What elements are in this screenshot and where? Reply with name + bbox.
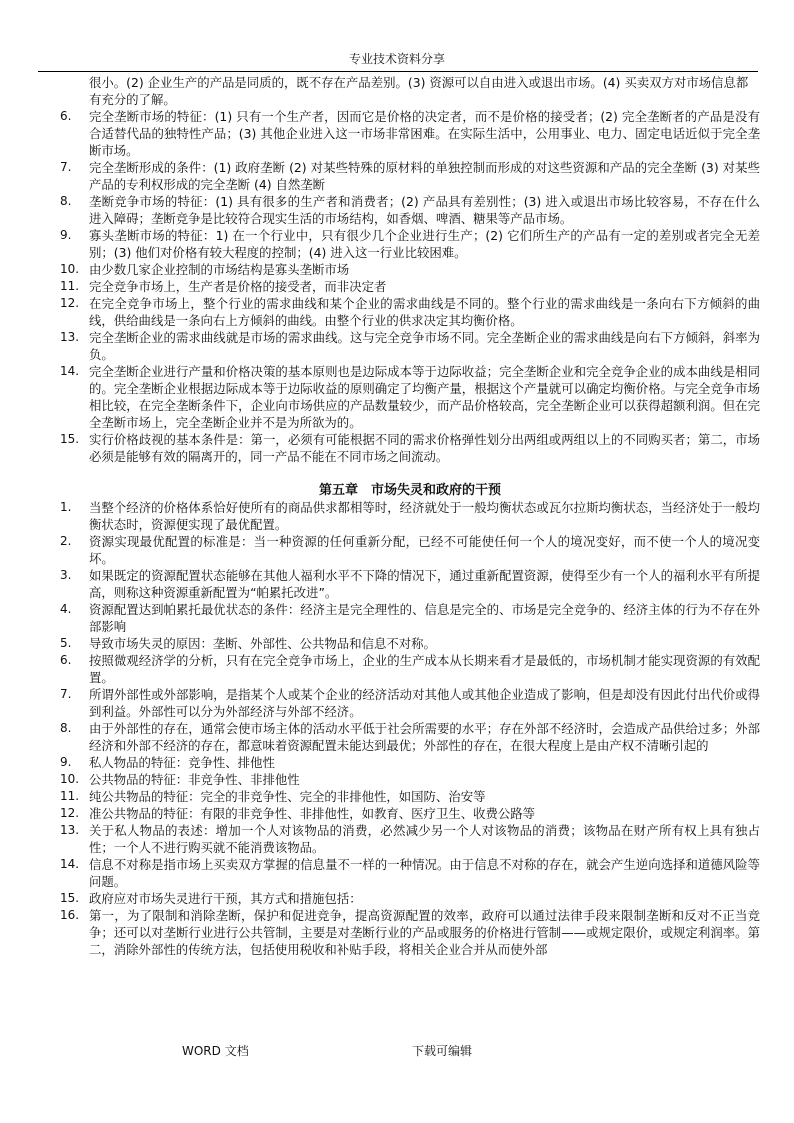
list-item xyxy=(60,754,760,771)
list-item-text: 私人物品的特征：竞争性、排他性 xyxy=(89,755,275,770)
footer-right: 下载可编辑 xyxy=(412,1044,473,1058)
list-item xyxy=(60,533,760,567)
list-item-text: 完全竞争市场上，生产者是价格的接受者，而非决定者 xyxy=(89,279,387,294)
continuation-paragraph: 很小。(2) 企业生产的产品是同质的，既不存在产品差别。(3) 资源可以自由进入或退出市场。(4) 买卖双方对市场信息都有充分的了解。 xyxy=(89,75,749,107)
list-item xyxy=(60,329,760,363)
list-item-number: 6. xyxy=(60,109,72,123)
list-item-text: 完全垄断企业的需求曲线就是市场的需求曲线。这与完全竞争市场不同。完全垄断企业的需求曲线是向右下方倾斜，斜率为负。 xyxy=(89,330,760,362)
list-item xyxy=(60,805,760,822)
list-item-number: 3. xyxy=(60,568,72,582)
list-item-text: 实行价格歧视的基本条件是：第一，必须有可能根据不同的需求价格弹性划分出两组或两组以上的不同购买者；第二，市场必须是能够有效的隔离开的，同一产品不能在不同市场之间流动。 xyxy=(89,432,760,464)
list-item-number: 6. xyxy=(60,653,72,667)
list-item xyxy=(60,193,760,227)
document-body xyxy=(60,74,760,958)
list-item-number: 15. xyxy=(60,891,80,905)
list-item-number: 14. xyxy=(60,857,80,871)
list-item xyxy=(60,652,760,686)
list-item-number: 10. xyxy=(60,772,80,786)
list-item-text: 资源实现最优配置的标准是：当一种资源的任何重新分配，已经不可能使任何一个人的境况变好，而不使一个人的境况变坏。 xyxy=(89,534,760,566)
list-item-number: 14. xyxy=(60,364,80,378)
list-item-text: 所谓外部性或外部影响，是指某个人或某个企业的经济活动对其他人或其他企业造成了影响，但是却没有因此付出代价或得到利益。外部性可以分为外部经济与外部不经济。 xyxy=(89,687,760,719)
list-item-text: 导致市场失灵的原因：垄断、外部性、公共物品和信息不对称。 xyxy=(89,636,436,651)
list-item xyxy=(60,907,760,958)
list-item-number: 10. xyxy=(60,262,80,276)
list-item-number: 13. xyxy=(60,330,80,344)
header-rule xyxy=(38,71,758,72)
list-item-number: 9. xyxy=(60,228,72,242)
list-item xyxy=(60,108,760,159)
list-item xyxy=(60,771,760,788)
list-item-number: 11. xyxy=(60,789,80,803)
list-item xyxy=(60,431,760,465)
list-item-number: 12. xyxy=(60,806,80,820)
list-item-number: 11. xyxy=(60,279,80,293)
list-item-text: 如果既定的资源配置状态能够在其他人福利水平不下降的情况下，通过重新配置资源，使得至少有一个人的福利水平有所提高，则称这种资源重新配置为“帕累托改进”。 xyxy=(89,568,760,600)
list-item-number: 2. xyxy=(60,534,72,548)
list-item-text: 完全垄断市场的特征：(1) 只有一个生产者，因而它是价格的决定者，而不是价格的接受者；(2) 完全垄断者的产品是没有合适替代品的独特性产品；(3) 其他企业进入这一市场非常困难。在实际生活中，公用事业、电力、固定电话近似于完全垄断市场。 xyxy=(89,109,760,158)
list-item-text: 关于私人物品的表述：增加一个人对该物品的消费，必然减少另一个人对该物品的消费；该物品在财产所有权上具有独占性；一个人不进行购买就不能消费该物品。 xyxy=(89,823,760,855)
footer-left: WORD 文档 xyxy=(182,1044,249,1058)
list-item-text: 在完全竞争市场上，整个行业的需求曲线和某个企业的需求曲线是不同的。整个行业的需求曲线是一条向右下方倾斜的曲线，供给曲线是一条向右上方倾斜的曲线。由整个行业的供求决定其均衡价格。 xyxy=(89,296,760,328)
list-item xyxy=(60,788,760,805)
list-item-number: 1. xyxy=(60,500,72,514)
list-item-number: 8. xyxy=(60,721,72,735)
page-header: 专业技术资料分享 xyxy=(348,52,445,66)
list-item xyxy=(60,159,760,193)
list-item xyxy=(60,720,760,754)
list-item-text: 信息不对称是指市场上买卖双方掌握的信息量不一样的一种情况。由于信息不对称的存在，就会产生逆向选择和道德风险等问题。 xyxy=(89,857,760,889)
list-item-number: 12. xyxy=(60,296,80,310)
list-item-text: 政府应对市场失灵进行干预，其方式和措施包括： xyxy=(89,891,362,906)
list-item-number: 9. xyxy=(60,755,72,769)
list-item xyxy=(60,499,760,533)
list-item xyxy=(60,261,760,278)
list-item xyxy=(60,601,760,635)
list-item-text: 完全垄断企业进行产量和价格决策的基本原则也是边际成本等于边际收益；完全垄断企业和完全竞争企业的成本曲线是相同的。完全垄断企业根据边际成本等于边际收益的原则确定了均衡产量，根据这个产量就可以确定均衡价格。与完全竞争市场相比较，在完全垄断条件下，企业向市场供应的产品数量较少，而产品价格较高，完全垄断企业可以获得超额利润。但在完全垄断市场上，完全垄断企业并不是为所欲为的。 xyxy=(89,364,760,430)
list-item xyxy=(60,635,760,652)
list-item xyxy=(60,295,760,329)
list-item xyxy=(60,856,760,890)
list-item-text: 按照微观经济学的分析，只有在完全竞争市场上，企业的生产成本从长期来看才是最低的，市场机制才能实现资源的有效配置。 xyxy=(89,653,760,685)
list-item-text: 垄断竞争市场的特征：(1) 具有很多的生产者和消费者；(2) 产品具有差别性；(3) 进入或退出市场比较容易，不存在什么进入障碍；垄断竞争是比较符合现实生活的市场结构，如香烟、啤酒、糖果等产品市场。 xyxy=(89,194,760,226)
list-item-text: 公共物品的特征：非竞争性、非排他性 xyxy=(89,772,300,787)
list-item xyxy=(60,567,760,601)
list-item-text: 第一，为了限制和消除垄断，保护和促进竞争，提高资源配置的效率，政府可以通过法律手段来限制垄断和反对不正当竞争；还可以对垄断行业进行公共管制，主要是对垄断行业的产品或服务的价格进行管制——或规定限价，或规定利润率。第二，消除外部性的传统方法，包括使用税收和补贴手段，将相关企业合并从而使外部 xyxy=(89,908,760,957)
list-item-text: 寡头垄断市场的特征：1) 在一个行业中，只有很少几个企业进行生产；(2) 它们所生产的产品有一定的差别或者完全无差别；(3) 他们对价格有较大程度的控制；(4) 进入这一行业比较困难。 xyxy=(89,228,760,260)
list-item-text: 当整个经济的价格体系恰好使所有的商品供求都相等时，经济就处于一般均衡状态或瓦尔拉斯均衡状态，当经济处于一般均衡状态时，资源便实现了最优配置。 xyxy=(89,500,760,532)
list-item-text: 纯公共物品的特征：完全的非竞争性、完全的非排他性，如国防、治安等 xyxy=(89,789,486,804)
market-failure-list xyxy=(60,499,760,958)
list-item-text: 完全垄断形成的条件：(1) 政府垄断 (2) 对某些特殊的原材料的单独控制而形成的对这些资源和产品的完全垄断 (3) 对某些产品的专利权形成的完全垄断 (4) 自然垄断 xyxy=(89,160,760,192)
list-item xyxy=(60,227,760,261)
list-item-number: 7. xyxy=(60,687,72,701)
list-item xyxy=(60,363,760,431)
list-item xyxy=(60,890,760,907)
list-item-number: 15. xyxy=(60,432,80,446)
chapter-title: 第五章 市场失灵和政府的干预 xyxy=(318,483,501,498)
list-item xyxy=(60,822,760,856)
list-item-number: 13. xyxy=(60,823,80,837)
list-item-text: 准公共物品的特征：有限的非竞争性、非排他性，如教育、医疗卫生、收费公路等 xyxy=(89,806,536,821)
list-item-text: 由少数几家企业控制的市场结构是寡头垄断市场 xyxy=(89,262,350,277)
list-item-number: 16. xyxy=(60,908,80,922)
list-item-number: 8. xyxy=(60,194,72,208)
market-structure-list xyxy=(60,108,760,465)
list-item-text: 资源配置达到帕累托最优状态的条件：经济主是完全理性的、信息是完全的、市场是完全竞争的、经济主体的行为不存在外部影响 xyxy=(89,602,760,634)
list-item-number: 5. xyxy=(60,636,72,650)
list-item-text: 由于外部性的存在，通常会使市场主体的活动水平低于社会所需要的水平；存在外部不经济时，会造成产品供给过多；外部经济和外部不经济的存在，都意味着资源配置未能达到最优；外部性的存在，在很大程度上是由产权不清晰引起的 xyxy=(89,721,760,753)
list-item-number: 4. xyxy=(60,602,72,616)
list-item xyxy=(60,278,760,295)
list-item xyxy=(60,686,760,720)
list-item-number: 7. xyxy=(60,160,72,174)
